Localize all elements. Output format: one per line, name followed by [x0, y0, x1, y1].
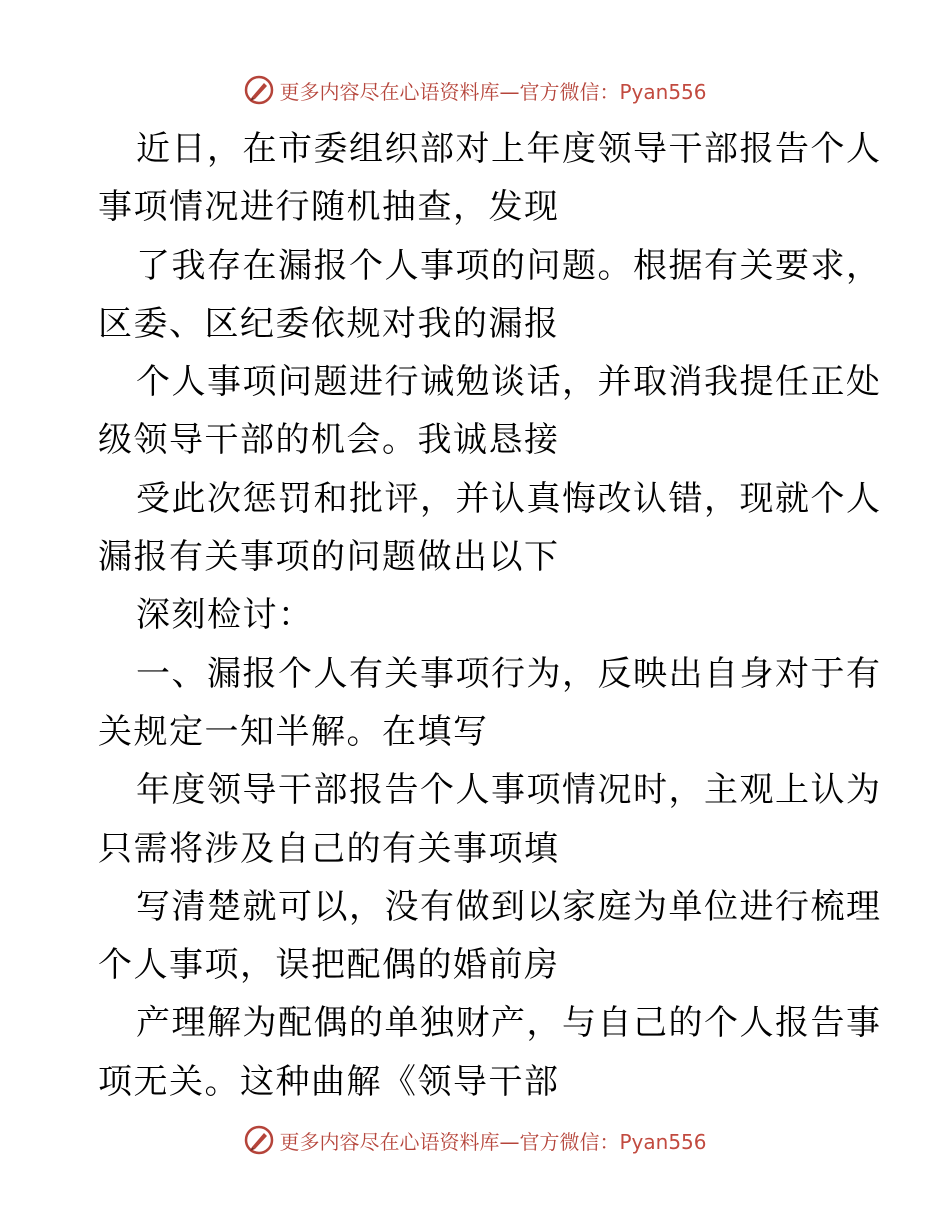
body-line: 只需将涉及自己的有关事项填 [98, 828, 560, 869]
body-line: 个人事项问题进行诫勉谈话，并取消我提任正处 [136, 362, 882, 403]
body-line: 深刻检讨： [136, 595, 314, 636]
banner-handle: Pyan556 [619, 1129, 707, 1154]
body-line: 产理解为配偶的单独财产，与自己的个人报告事 [136, 1003, 882, 1044]
body-line: 受此次惩罚和批评，并认真悔改认错，现就个人 [136, 478, 882, 519]
body-line: 项无关。这种曲解《领导干部 [98, 1061, 560, 1102]
banner-text [279, 76, 706, 105]
pen-logo-icon [243, 1124, 275, 1156]
body-line: 近日，在市委组织部对上年度领导干部报告个人 [136, 129, 882, 169]
document-body [98, 120, 882, 1111]
pen-logo-icon [243, 74, 275, 106]
body-line: 写清楚就可以，没有做到以家庭为单位进行梳理 [136, 886, 882, 927]
banner-label: 更多内容尽在心语资料库—官方微信： [279, 79, 620, 104]
body-line: 年度领导干部报告个人事项情况时，主观上认为 [136, 770, 882, 811]
banner-label: 更多内容尽在心语资料库—官方微信： [279, 1129, 620, 1154]
banner-handle: Pyan556 [619, 79, 707, 104]
body-line: 了我存在漏报个人事项的问题。根据有关要求， [136, 245, 882, 286]
body-line: 级领导干部的机会。我诚恳接 [98, 420, 560, 461]
body-line: 个人事项，误把配偶的婚前房 [98, 945, 560, 986]
banner-text [279, 1126, 706, 1155]
body-line: 漏报有关事项的问题做出以下 [98, 537, 560, 578]
body-line: 关规定一知半解。在填写 [98, 711, 489, 752]
header-banner [0, 70, 950, 110]
body-line: 一、漏报个人有关事项行为，反映出自身对于有 [136, 653, 882, 694]
body-line: 事项情况进行随机抽查，发现 [98, 187, 560, 228]
body-line: 区委、区纪委依规对我的漏报 [98, 303, 560, 344]
footer-banner [0, 1120, 950, 1160]
